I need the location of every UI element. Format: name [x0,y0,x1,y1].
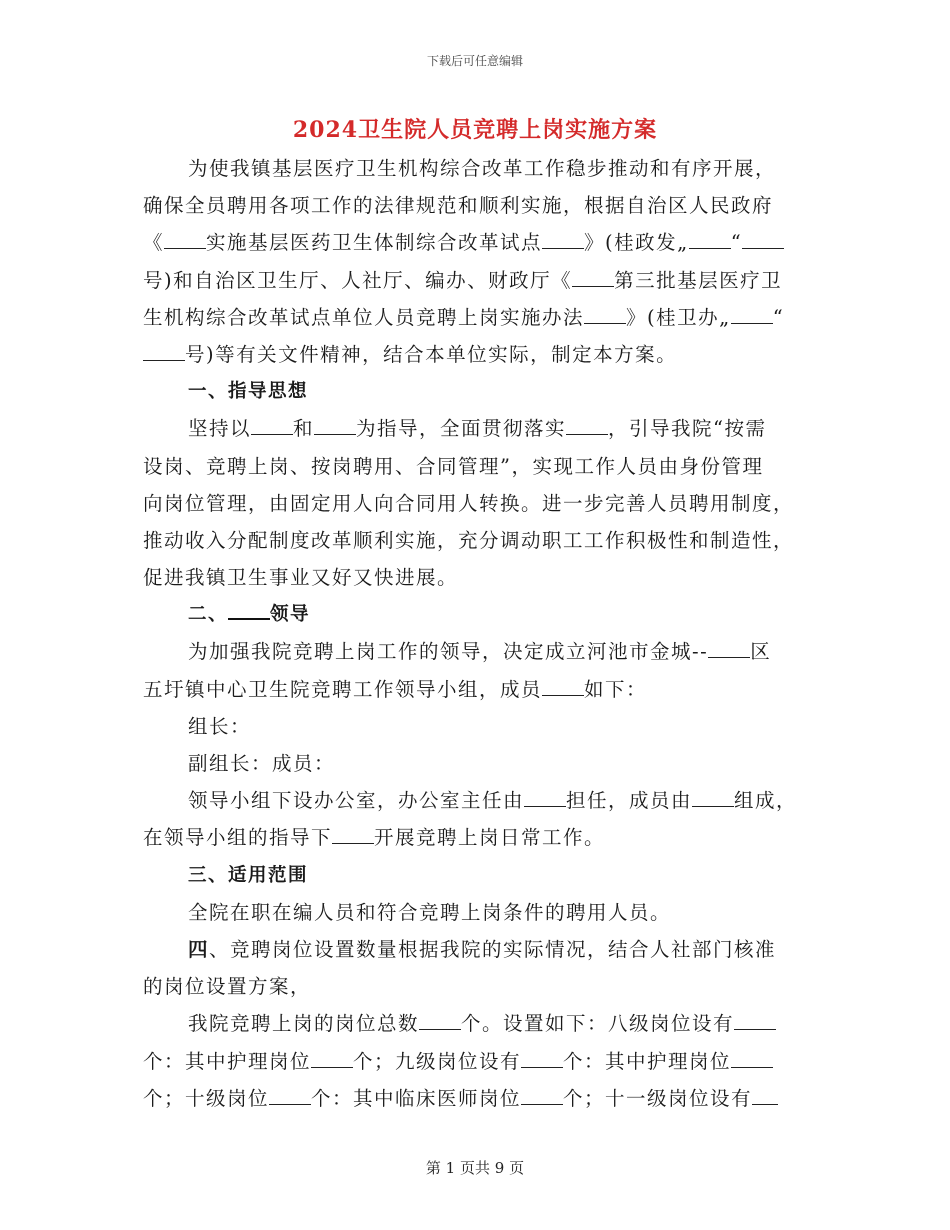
page-footer: 第 1 页共 9 页 [425,1159,525,1177]
blank-underline [542,679,584,696]
text-line: 生机构综合改革试点单位人员竞聘上岗实施办法 》(桂卫办„ “ [143,305,785,329]
section-heading: 三、适用范围 [188,864,309,886]
blank-underline [311,1051,353,1068]
text-line: 为加强我院竞聘上岗工作的领导，决定成立河池市金城-- 区 [188,640,772,664]
text-line: 为使我镇基层医疗卫生机构综合改革工作稳步推动和有序开展， [188,157,777,180]
document-body [143,150,808,1117]
blank-underline [752,1088,778,1105]
blank-underline [419,1013,461,1030]
text-line: 确保全员聘用各项工作的法律规范和顺利实施，根据自治区人民政府 [143,194,774,218]
text-line: 设岗、竞聘上岗、按岗聘用、合同管理”，实现工作人员由身份管理 [143,454,764,478]
section-heading: 二、 领导 [188,604,311,626]
text-line: 向岗位管理，由固定用人向合同用人转换。进一步完善人员聘用制度， [143,491,795,515]
blank-underline [521,1088,563,1105]
text-line: 个；十级岗位 个：其中临床医师岗位 个；十一级岗位设有 [143,1080,808,1117]
blank-underline [228,602,270,620]
text-line: 四、竞聘岗位设置数量根据我院的实际情况，结合人社部门核准 [188,937,777,961]
blank-underline [584,307,626,324]
text-line: 号)和自治区卫生厅、人社厅、编办、财政厅《 第三批基层医疗卫 [143,268,783,292]
text-line: 个：其中护理岗位 个；九级岗位设有 个：其中护理岗位 [143,1043,808,1080]
section-heading: 一、指导思想 [188,381,309,403]
blank-underline [708,641,750,658]
text-line: 坚持以 和 为指导，全面贯彻落实 ，引导我院“按需 [188,417,767,441]
blank-underline [731,1051,773,1068]
blank-underline [269,1088,311,1105]
blank-underline [692,790,734,807]
blank-underline [566,418,608,435]
text-line: 的岗位设置方案， [143,975,312,999]
text-line: 全院在职在编人员和符合竞聘上岗条件的聘用人员。 [188,900,672,924]
blank-underline [742,232,784,249]
text-line: 我院竞聘上岗的岗位总数 个。设置如下：八级岗位设有 [143,1005,808,1042]
text-line: 副组长：成员： [188,752,336,775]
page-header: 下载后可任意编辑 [426,54,523,68]
text-line: 推动收入分配制度改革顺利实施，充分调动职工工作积极性和制造性， [143,528,795,552]
blank-underline [731,307,773,324]
document-title: 2024卫生院人员竞聘上岗实施方案 [292,117,658,143]
blank-underline [689,232,731,249]
text-line: 《 实施基层医药卫生体制综合改革试点 》(桂政发„ “ [143,224,808,261]
blank-underline [734,1013,776,1030]
text-line: 促进我镇卫生事业又好又快进展。 [143,566,459,590]
blank-underline [314,418,356,435]
blank-underline [521,1051,563,1068]
blank-underline [524,790,566,807]
text-line: 在领导小组的指导下 开展竞聘上岗日常工作。 [143,826,606,850]
blank-underline [251,418,293,435]
blank-underline [332,827,374,844]
blank-underline [164,232,206,249]
text-line: 组长： [188,714,252,738]
text-line: 领导小组下设办公室，办公室主任由 担任，成员由 组成， [188,789,798,813]
blank-underline [542,232,584,249]
text-line: 五圩镇中心卫生院竞聘工作领导小组，成员 如下： [143,677,648,701]
blank-underline [572,270,614,287]
blank-underline [143,344,185,361]
text-line: 号)等有关文件精神，结合本单位实际，制定本方案。 [143,336,808,373]
